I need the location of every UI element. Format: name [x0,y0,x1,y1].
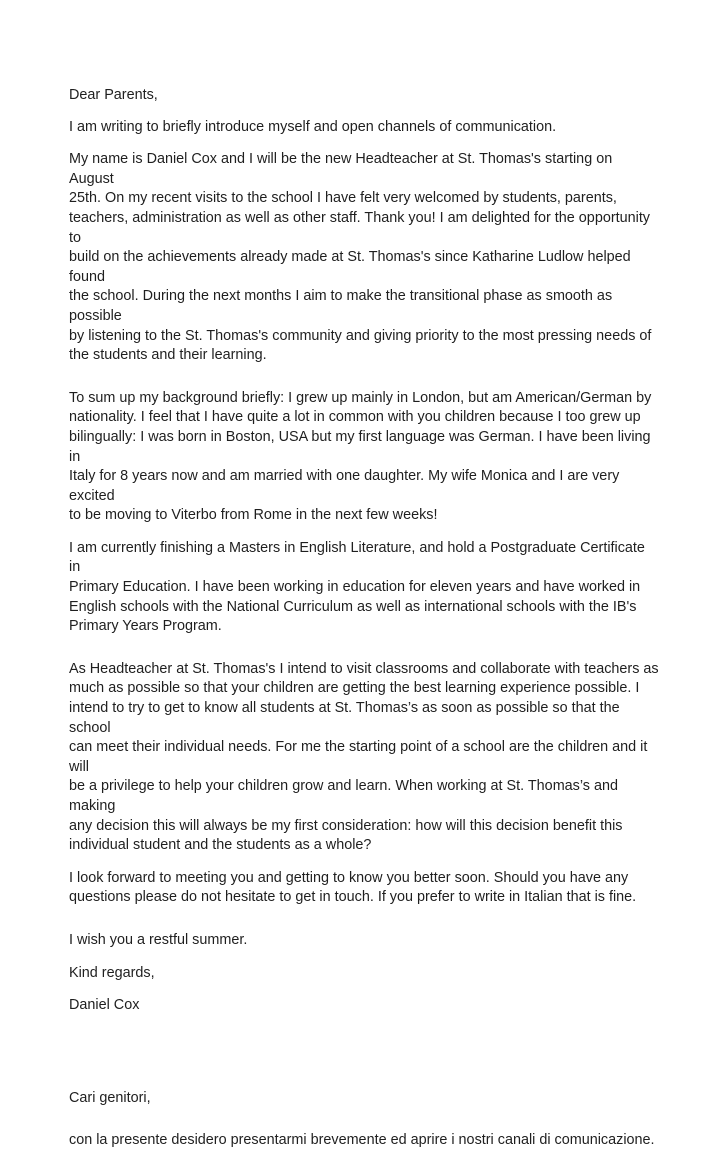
greeting-it: Cari genitori, [69,1089,151,1106]
intro-it: con la presente desidero presentarmi brevemente ed aprire i nostri canali di comunicazione. [69,1132,655,1149]
intro-en: I am writing to briefly introduce myself and open channels of communication. [69,118,557,135]
letter-page [69,86,659,1151]
signature-en: Daniel Cox [69,997,140,1014]
paragraph-en-2: To sum up my background briefly: I grew up mainly in London, but am American/German by nationality. I feel that I have quite a lot in common with you children because I too grew up bilingually: I was born in Boston, USA but my first language was German. I have been living in Italy for 8 years now and am married with one daughter. My wife Monica and I are very excited to be moving to Viterbo from Rome in the next few weeks! [69,389,652,524]
paragraph-en-4: As Headteacher at St. Thomas's I intend to visit classrooms and collaborate with teachers as much as possible so that your children are getting the best learning experience possible. I intend to try to get to know all students at St. Thomas’s as soon as possible so that the school can meet their individual needs. For me the starting point of a school are the children and it will be a privilege to help your children grow and learn. When working at St. Thomas’s and making any decision this will always be my first consideration: how will this decision benefit this individual student and the students as a whole? [69,660,659,854]
paragraph-en-1: My name is Daniel Cox and I will be the new Headteacher at St. Thomas's starting on August 25th. On my recent visits to the school I have felt very welcomed by students, parents, teachers, administration as well as other staff. Thank you! I am delighted for the opportunity to build on the achievements already made at St. Thomas's since Katharine Ludlow helped found the school. During the next months I aim to make the transitional phase as smooth as possible by listening to the St. Thomas's community and giving priority to the most pressing needs of the students and their learning. [69,151,652,364]
greeting-en: Dear Parents, [69,87,158,103]
paragraph-en-3: I am currently finishing a Masters in English Literature, and hold a Postgraduate Certificate in Primary Education. I have been working in education for eleven years and have worked in English schools with the National Curriculum as well as international schools with the IB's Primary Years Program. [69,539,645,635]
wish-en: I wish you a restful summer. [69,931,248,948]
paragraph-en-5: I look forward to meeting you and getting to know you better soon. Should you have any questions please do not hesitate to get in touch. If you prefer to write in Italian that is fine. [69,869,637,906]
closing-en: Kind regards, [69,964,155,981]
